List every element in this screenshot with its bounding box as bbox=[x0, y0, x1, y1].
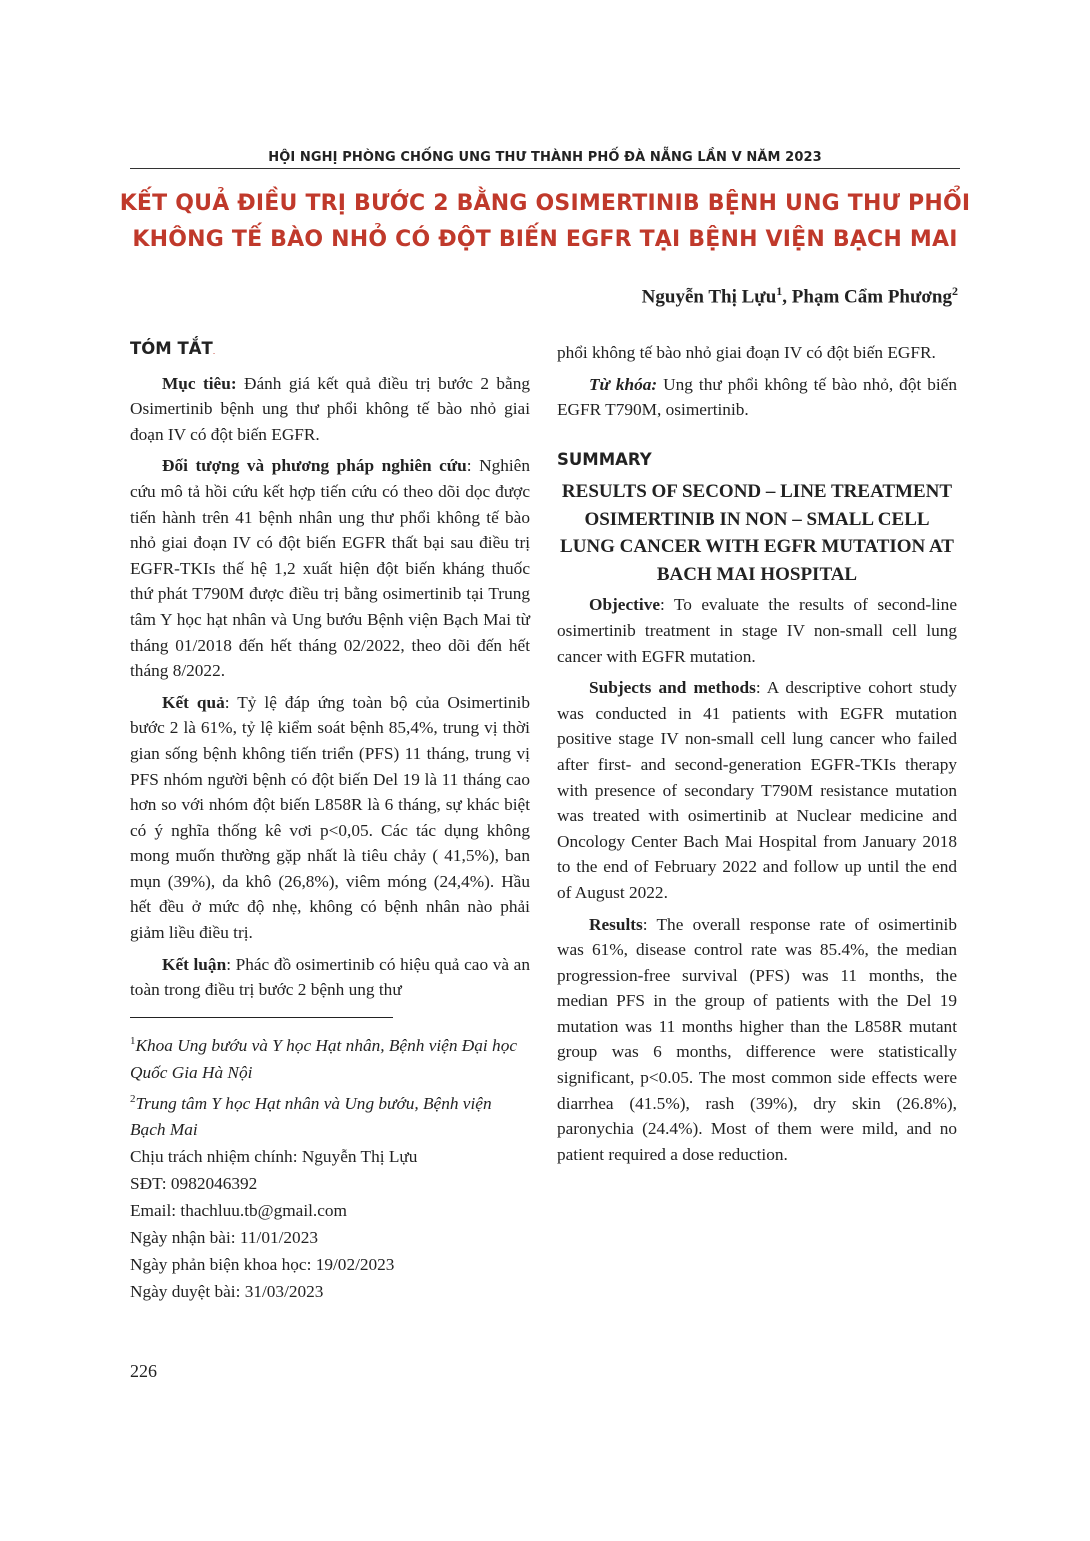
page-number: 226 bbox=[130, 1361, 157, 1381]
footnote-affiliation-2: $^2$Trung tâm Y học Hạt nhân và Ung bướu, Bệnh viện Bạch Mai bbox=[130, 1092, 492, 1140]
vi-conclusion-paragraph bbox=[130, 952, 530, 1003]
vi-conclusion-continued: phổi không tế bào nhỏ giai đoạn IV có đột biến EGFR. bbox=[557, 343, 936, 362]
en-objective-paragraph bbox=[557, 592, 957, 669]
running-header: HỘI NGHỊ PHÒNG CHỐNG UNG THƯ THÀNH PHỐ ĐÀ NẴNG LẦN V NĂM 2023 bbox=[268, 150, 822, 165]
footnote-received-date: Ngày nhận bài: 11/01/2023 bbox=[130, 1228, 318, 1248]
article-title-line-1: KẾT QUẢ ĐIỀU TRỊ BƯỚC 2 BẰNG OSIMERTINIB BỆNH UNG THƯ PHỔI bbox=[119, 191, 971, 216]
footnote-rule bbox=[130, 1017, 393, 1018]
footnote-accepted-date: Ngày duyệt bài: 31/03/2023 bbox=[130, 1282, 324, 1302]
footnote-email: Email: thachluu.tb@gmail.com bbox=[130, 1201, 348, 1221]
vi-results-paragraph bbox=[130, 690, 530, 946]
vi-results-label: Kết quả bbox=[162, 692, 225, 712]
footnotes bbox=[130, 1028, 530, 1306]
right-column bbox=[557, 340, 957, 1173]
en-results-paragraph bbox=[557, 912, 957, 1168]
en-objective-text: : To evaluate the results of second-line osimertinib treatment in stage IV non-small cell lung cancer with EGFR mutation. bbox=[557, 595, 957, 666]
vi-abstract-heading: TÓM TẮT. bbox=[130, 339, 216, 358]
vi-objective-paragraph bbox=[130, 371, 530, 448]
en-methods-paragraph bbox=[557, 675, 957, 905]
footnote-review-date: Ngày phản biện khoa học: 19/02/2023 bbox=[130, 1255, 395, 1275]
vi-conclusion-text: : Phác đồ osimertinib có hiệu quả cao và an toàn trong điều trị bước 2 bệnh ung thư bbox=[130, 954, 530, 1000]
en-article-title: RESULTS OF SECOND – LINE TREATMENT OSIMERTINIB IN NON – SMALL CELL LUNG CANCER WITH EGFR MUTATION AT BACH MAI HOSPITAL bbox=[560, 481, 954, 585]
author-2: Phạm Cẩm Phương bbox=[791, 286, 952, 308]
en-summary-heading: SUMMARY bbox=[557, 449, 652, 469]
author-separator: , bbox=[782, 286, 792, 308]
header-rule bbox=[130, 168, 960, 169]
article-title-line-2: KHÔNG TẾ BÀO NHỎ CÓ ĐỘT BIẾN EGFR TẠI BỆNH VIỆN BẠCH MAI bbox=[132, 227, 958, 252]
vi-keywords-paragraph bbox=[557, 372, 957, 423]
author-1: Nguyễn Thị Lựu bbox=[641, 286, 777, 308]
en-methods-text: : A descriptive cohort study was conducted in 41 patients with EGFR mutation positive stage IV non-small cell lung cancer who failed after first- and second-generation EGFR-TKIs therapy with presence of secondary T790M resistance mutation was treated with osimertinib at Nuclear medicine and Oncology Center Bach Mai Hospital from January 2018 to the end of February 2022 and follow up until the end of August 2022. bbox=[557, 678, 957, 902]
article-title bbox=[95, 186, 995, 258]
en-methods-label: Subjects and methods bbox=[589, 678, 756, 698]
vi-methods-text: : Nghiên cứu mô tả hồi cứu kết hợp tiến cứu có theo dõi dọc được tiến hành trên 41 bệnh nhân ung thư phổi không tế bào nhỏ giai đoạn IV có đột biến EGFR thất bại sau điều trị EGFR-TKIs thế hệ 1,2 xuất hiện đột biến kháng thuốc thứ phát T790M được điều trị bằng osimertinib tại Trung tâm Y học hạt nhân và Ung bướu Bệnh viện Bạch Mai từ tháng 01/2018 đến hết tháng 02/2022, theo dõi đến hết tháng 8/2022. bbox=[130, 456, 530, 681]
en-results-text: : The overall response rate of osimertinib was 61%, disease control rate was 85.4%, the median progression-free survival (PFS) was 11 months, the median PFS in the group of patients with the Del 19 mutation was 11 months higher than the L858R mutant group was 6 months, difference were statistically significant, p<0.05. The most common side effects were diarrhea (41.5%), rash (39%), dry skin (26.8%), paronychia (24.4%). Most of them were mild, and no patient required a dose reduction. bbox=[557, 914, 957, 1164]
vi-methods-label: Đối tượng và phương pháp nghiên cứu bbox=[162, 456, 467, 476]
left-column bbox=[130, 336, 530, 1305]
vi-keywords-text: Ung thư phổi không tế bào nhỏ, đột biến EGFR T790M, osimertinib. bbox=[557, 374, 957, 420]
vi-objective-text: Đánh giá kết quả điều trị bước 2 bằng Osimertinib bệnh ung thư phổi không tế bào nhỏ giai đoạn IV có đột biến EGFR. bbox=[130, 373, 530, 444]
vi-methods-paragraph bbox=[130, 453, 530, 683]
author-2-affiliation: 2 bbox=[952, 284, 958, 298]
vi-results-text: : Tỷ lệ đáp ứng toàn bộ của Osimertinib bước 2 là 61%, tỷ lệ kiểm soát bệnh 85,4%, trung vị thời gian sống bệnh không tiến triển (PFS) 11 tháng, trung vị PFS nhóm người bệnh có đột biến Del 19 là 11 tháng cao hơn so với nhóm đột biến L858R là 6 tháng, sự khác biệt có ý nghĩa thống kê vơi p<0,05. Các tác dụng không mong muốn thường gặp nhất là tiêu chảy ( 41,5%), ban mụn (39%), da khô (26,8%), viêm móng (24,4%). Hầu hết đều ở mức độ nhẹ, không có bệnh nhân nào phải giảm liều điều trị. bbox=[130, 692, 530, 943]
footnote-affiliation-1: $^1$Khoa Ung bướu và Y học Hạt nhân, Bệnh viện Đại học Quốc Gia Hà Nội bbox=[130, 1034, 518, 1082]
en-results-label: Results bbox=[589, 914, 643, 934]
author-1-affiliation: 1 bbox=[776, 284, 783, 298]
footnote-responsible-author: Chịu trách nhiệm chính: Nguyễn Thị Lựu bbox=[130, 1147, 418, 1167]
vi-conclusion-label: Kết luận bbox=[162, 954, 227, 974]
vi-keywords-label: Từ khóa: bbox=[589, 374, 658, 394]
en-objective-label: Objective bbox=[589, 595, 661, 615]
vi-objective-label: Mục tiêu: bbox=[162, 373, 237, 393]
author-list bbox=[642, 284, 958, 308]
footnote-phone: SĐT: 0982046392 bbox=[130, 1174, 258, 1194]
